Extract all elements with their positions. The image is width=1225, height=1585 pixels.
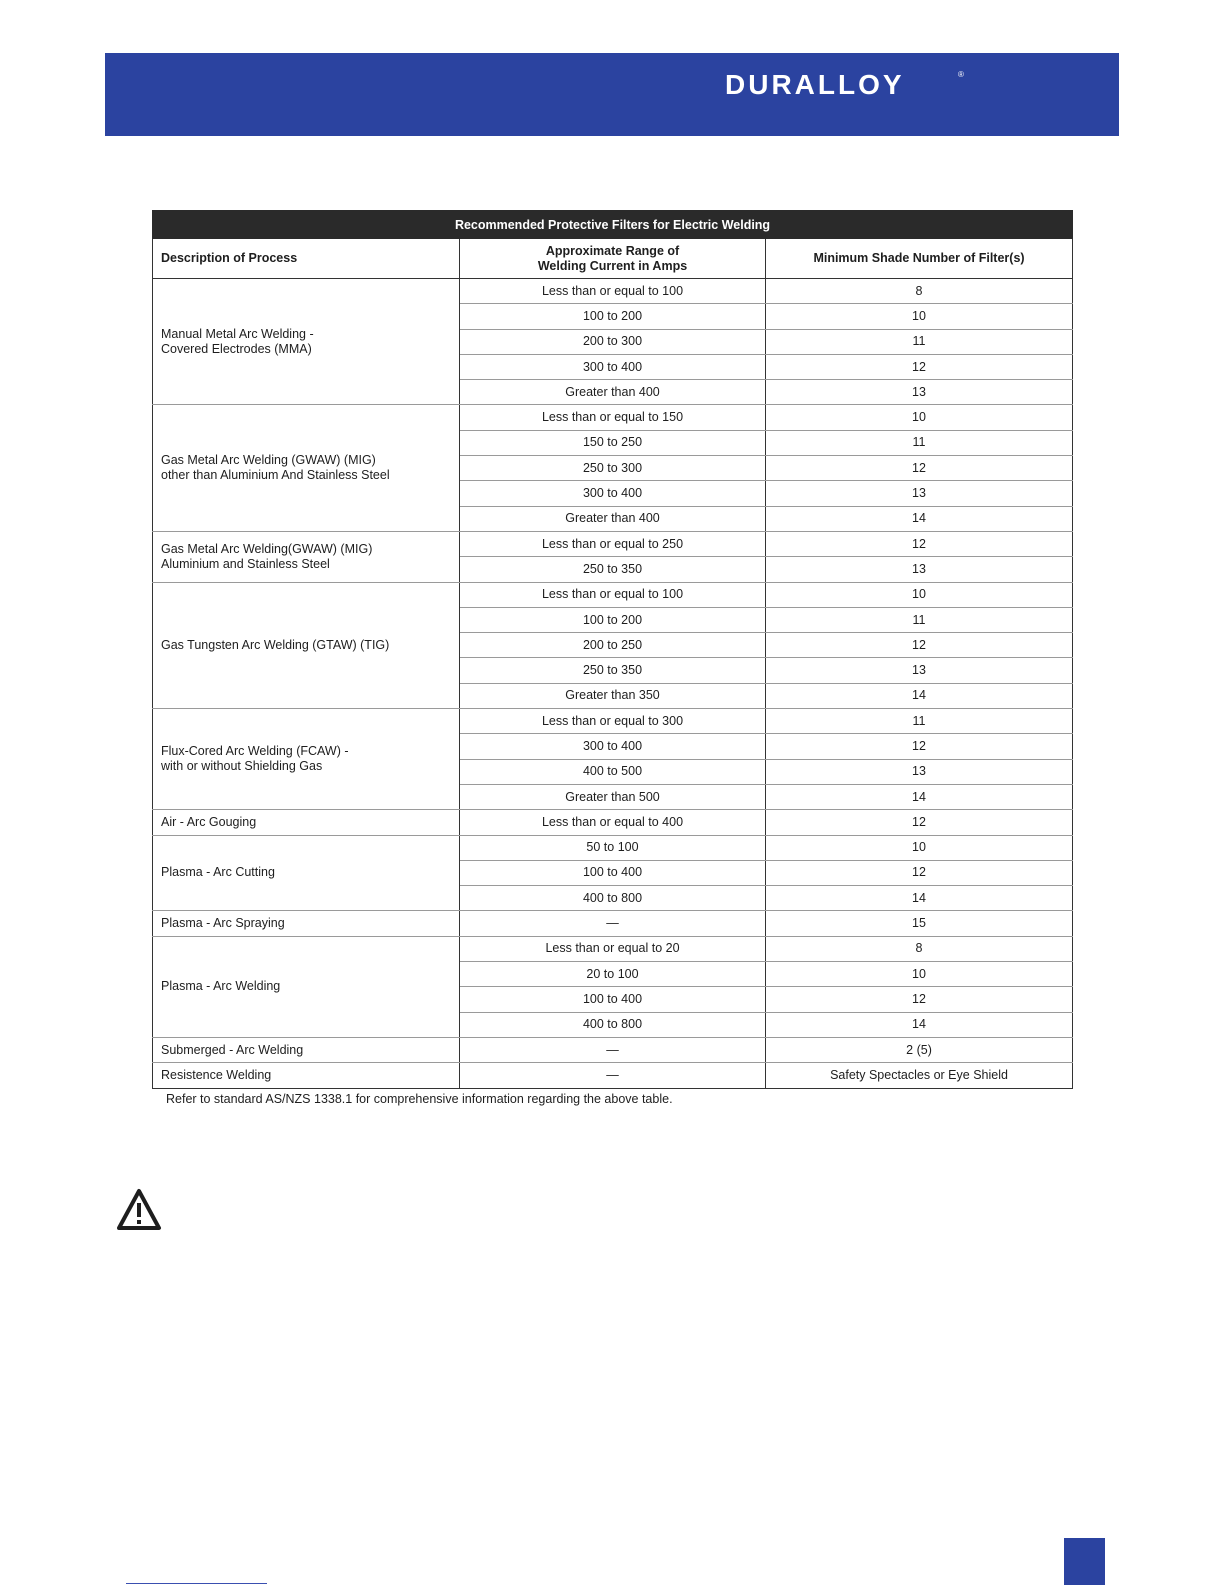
current-range-cell: Less than or equal to 250 xyxy=(460,531,766,556)
shade-number-cell: 8 xyxy=(766,936,1073,961)
table-row xyxy=(153,810,1073,835)
process-cell xyxy=(153,835,460,911)
current-range-cell: Less than or equal to 100 xyxy=(460,582,766,607)
process-cell xyxy=(153,582,460,708)
process-line: with or without Shielding Gas xyxy=(161,759,323,774)
shade-number-cell: 11 xyxy=(766,329,1073,354)
logo-wordmark: DURALLOY xyxy=(725,69,905,100)
shade-number-cell: 12 xyxy=(766,810,1073,835)
table-row xyxy=(153,531,1073,556)
current-range-cell: 300 to 400 xyxy=(460,354,766,379)
shade-number-cell: 15 xyxy=(766,911,1073,936)
current-range-cell: Less than or equal to 300 xyxy=(460,709,766,734)
process-line: Gas Metal Arc Welding(GWAW) (MIG) xyxy=(161,541,373,556)
process-cell xyxy=(153,911,460,936)
shade-number-cell: 10 xyxy=(766,962,1073,987)
process-cell xyxy=(153,1063,460,1088)
process-line: Plasma - Arc Spraying xyxy=(161,916,285,931)
table-row xyxy=(153,835,1073,860)
shade-number-cell: 13 xyxy=(766,759,1073,784)
process-cell xyxy=(153,810,460,835)
table-row xyxy=(153,936,1073,961)
process-line: Plasma - Arc Cutting xyxy=(161,865,275,880)
shade-number-cell: 14 xyxy=(766,886,1073,911)
shade-number-cell: 12 xyxy=(766,531,1073,556)
current-range-cell: Less than or equal to 20 xyxy=(460,936,766,961)
process-line: Plasma - Arc Welding xyxy=(161,979,281,994)
current-range-cell: 100 to 400 xyxy=(460,987,766,1012)
process-line: Gas Tungsten Arc Welding (GTAW) (TIG) xyxy=(161,637,390,652)
current-range-cell: — xyxy=(460,1063,766,1088)
table-row xyxy=(153,279,1073,304)
process-cell xyxy=(153,1037,460,1062)
shade-number-cell: 10 xyxy=(766,582,1073,607)
protective-filters-table xyxy=(152,210,1073,1089)
shade-number-cell: Safety Spectacles or Eye Shield xyxy=(766,1063,1073,1088)
current-range-cell: 200 to 300 xyxy=(460,329,766,354)
current-range-cell: Less than or equal to 150 xyxy=(460,405,766,430)
current-range-cell: 400 to 500 xyxy=(460,759,766,784)
current-range-cell: 250 to 350 xyxy=(460,557,766,582)
process-line: Air - Arc Gouging xyxy=(161,814,257,829)
shade-number-cell: 12 xyxy=(766,734,1073,759)
current-range-cell: 100 to 200 xyxy=(460,304,766,329)
current-range-cell: Greater than 400 xyxy=(460,506,766,531)
current-range-cell: 100 to 400 xyxy=(460,860,766,885)
process-line: Flux-Cored Arc Welding (FCAW) - xyxy=(161,744,349,759)
shade-number-cell: 14 xyxy=(766,784,1073,809)
shade-number-cell: 14 xyxy=(766,683,1073,708)
current-range-cell: Greater than 500 xyxy=(460,784,766,809)
shade-number-cell: 11 xyxy=(766,607,1073,632)
table-note: Refer to standard AS/NZS 1338.1 for comprehensive information regarding the above table. xyxy=(166,1092,673,1106)
table-body xyxy=(153,279,1073,1089)
table-row xyxy=(153,405,1073,430)
current-range-cell: 150 to 250 xyxy=(460,430,766,455)
table-row xyxy=(153,1037,1073,1062)
process-line: Aluminium and Stainless Steel xyxy=(161,556,330,571)
shade-number-cell: 10 xyxy=(766,835,1073,860)
shade-number-cell: 14 xyxy=(766,1012,1073,1037)
warning-triangle-icon xyxy=(116,1188,162,1232)
header-range-line2: Welding Current in Amps xyxy=(537,258,688,273)
shade-number-cell: 11 xyxy=(766,709,1073,734)
current-range-cell: 50 to 100 xyxy=(460,835,766,860)
current-range-cell: 300 to 400 xyxy=(460,481,766,506)
process-cell xyxy=(153,405,460,531)
table-row xyxy=(153,911,1073,936)
shade-number-cell: 12 xyxy=(766,987,1073,1012)
shade-number-cell: 10 xyxy=(766,405,1073,430)
shade-number-cell: 8 xyxy=(766,279,1073,304)
header-shade: Minimum Shade Number of Filter(s) xyxy=(766,239,1073,279)
process-line: Gas Metal Arc Welding (GWAW) (MIG) xyxy=(161,453,376,468)
duralloy-logo xyxy=(725,60,975,100)
current-range-cell: Less than or equal to 400 xyxy=(460,810,766,835)
process-cell xyxy=(153,936,460,1037)
shade-number-cell: 12 xyxy=(766,860,1073,885)
shade-number-cell: 14 xyxy=(766,506,1073,531)
header-range-line1: Approximate Range of xyxy=(545,243,680,258)
shade-number-cell: 12 xyxy=(766,633,1073,658)
process-line: Covered Electrodes (MMA) xyxy=(161,341,312,356)
header-process: Description of Process xyxy=(153,239,460,279)
process-line: Resistence Welding xyxy=(161,1067,272,1082)
footer-link-underline xyxy=(126,1583,267,1584)
process-cell xyxy=(153,279,460,405)
current-range-cell: 200 to 250 xyxy=(460,633,766,658)
current-range-cell: Greater than 350 xyxy=(460,683,766,708)
table-row xyxy=(153,582,1073,607)
current-range-cell: 250 to 350 xyxy=(460,658,766,683)
process-line: Manual Metal Arc Welding - xyxy=(161,326,314,341)
process-line: other than Aluminium And Stainless Steel xyxy=(161,468,390,483)
current-range-cell: Less than or equal to 100 xyxy=(460,279,766,304)
registered-mark: ® xyxy=(958,70,964,79)
current-range-cell: 300 to 400 xyxy=(460,734,766,759)
shade-number-cell: 12 xyxy=(766,456,1073,481)
process-cell xyxy=(153,531,460,582)
process-cell xyxy=(153,709,460,810)
current-range-cell: — xyxy=(460,1037,766,1062)
current-range-cell: — xyxy=(460,911,766,936)
shade-number-cell: 12 xyxy=(766,354,1073,379)
current-range-cell: 250 to 300 xyxy=(460,456,766,481)
shade-number-cell: 13 xyxy=(766,481,1073,506)
current-range-cell: 400 to 800 xyxy=(460,1012,766,1037)
process-line: Submerged - Arc Welding xyxy=(161,1042,304,1057)
shade-number-cell: 13 xyxy=(766,658,1073,683)
table-row xyxy=(153,1063,1073,1088)
header-current-range xyxy=(460,239,766,279)
table-row xyxy=(153,709,1073,734)
current-range-cell: 20 to 100 xyxy=(460,962,766,987)
shade-number-cell: 13 xyxy=(766,557,1073,582)
shade-number-cell: 2 (5) xyxy=(766,1037,1073,1062)
shade-number-cell: 10 xyxy=(766,304,1073,329)
shade-number-cell: 13 xyxy=(766,380,1073,405)
current-range-cell: 100 to 200 xyxy=(460,607,766,632)
page-corner-block xyxy=(1064,1538,1105,1585)
current-range-cell: Greater than 400 xyxy=(460,380,766,405)
shade-number-cell: 11 xyxy=(766,430,1073,455)
table-title: Recommended Protective Filters for Electric Welding xyxy=(153,211,1073,239)
current-range-cell: 400 to 800 xyxy=(460,886,766,911)
